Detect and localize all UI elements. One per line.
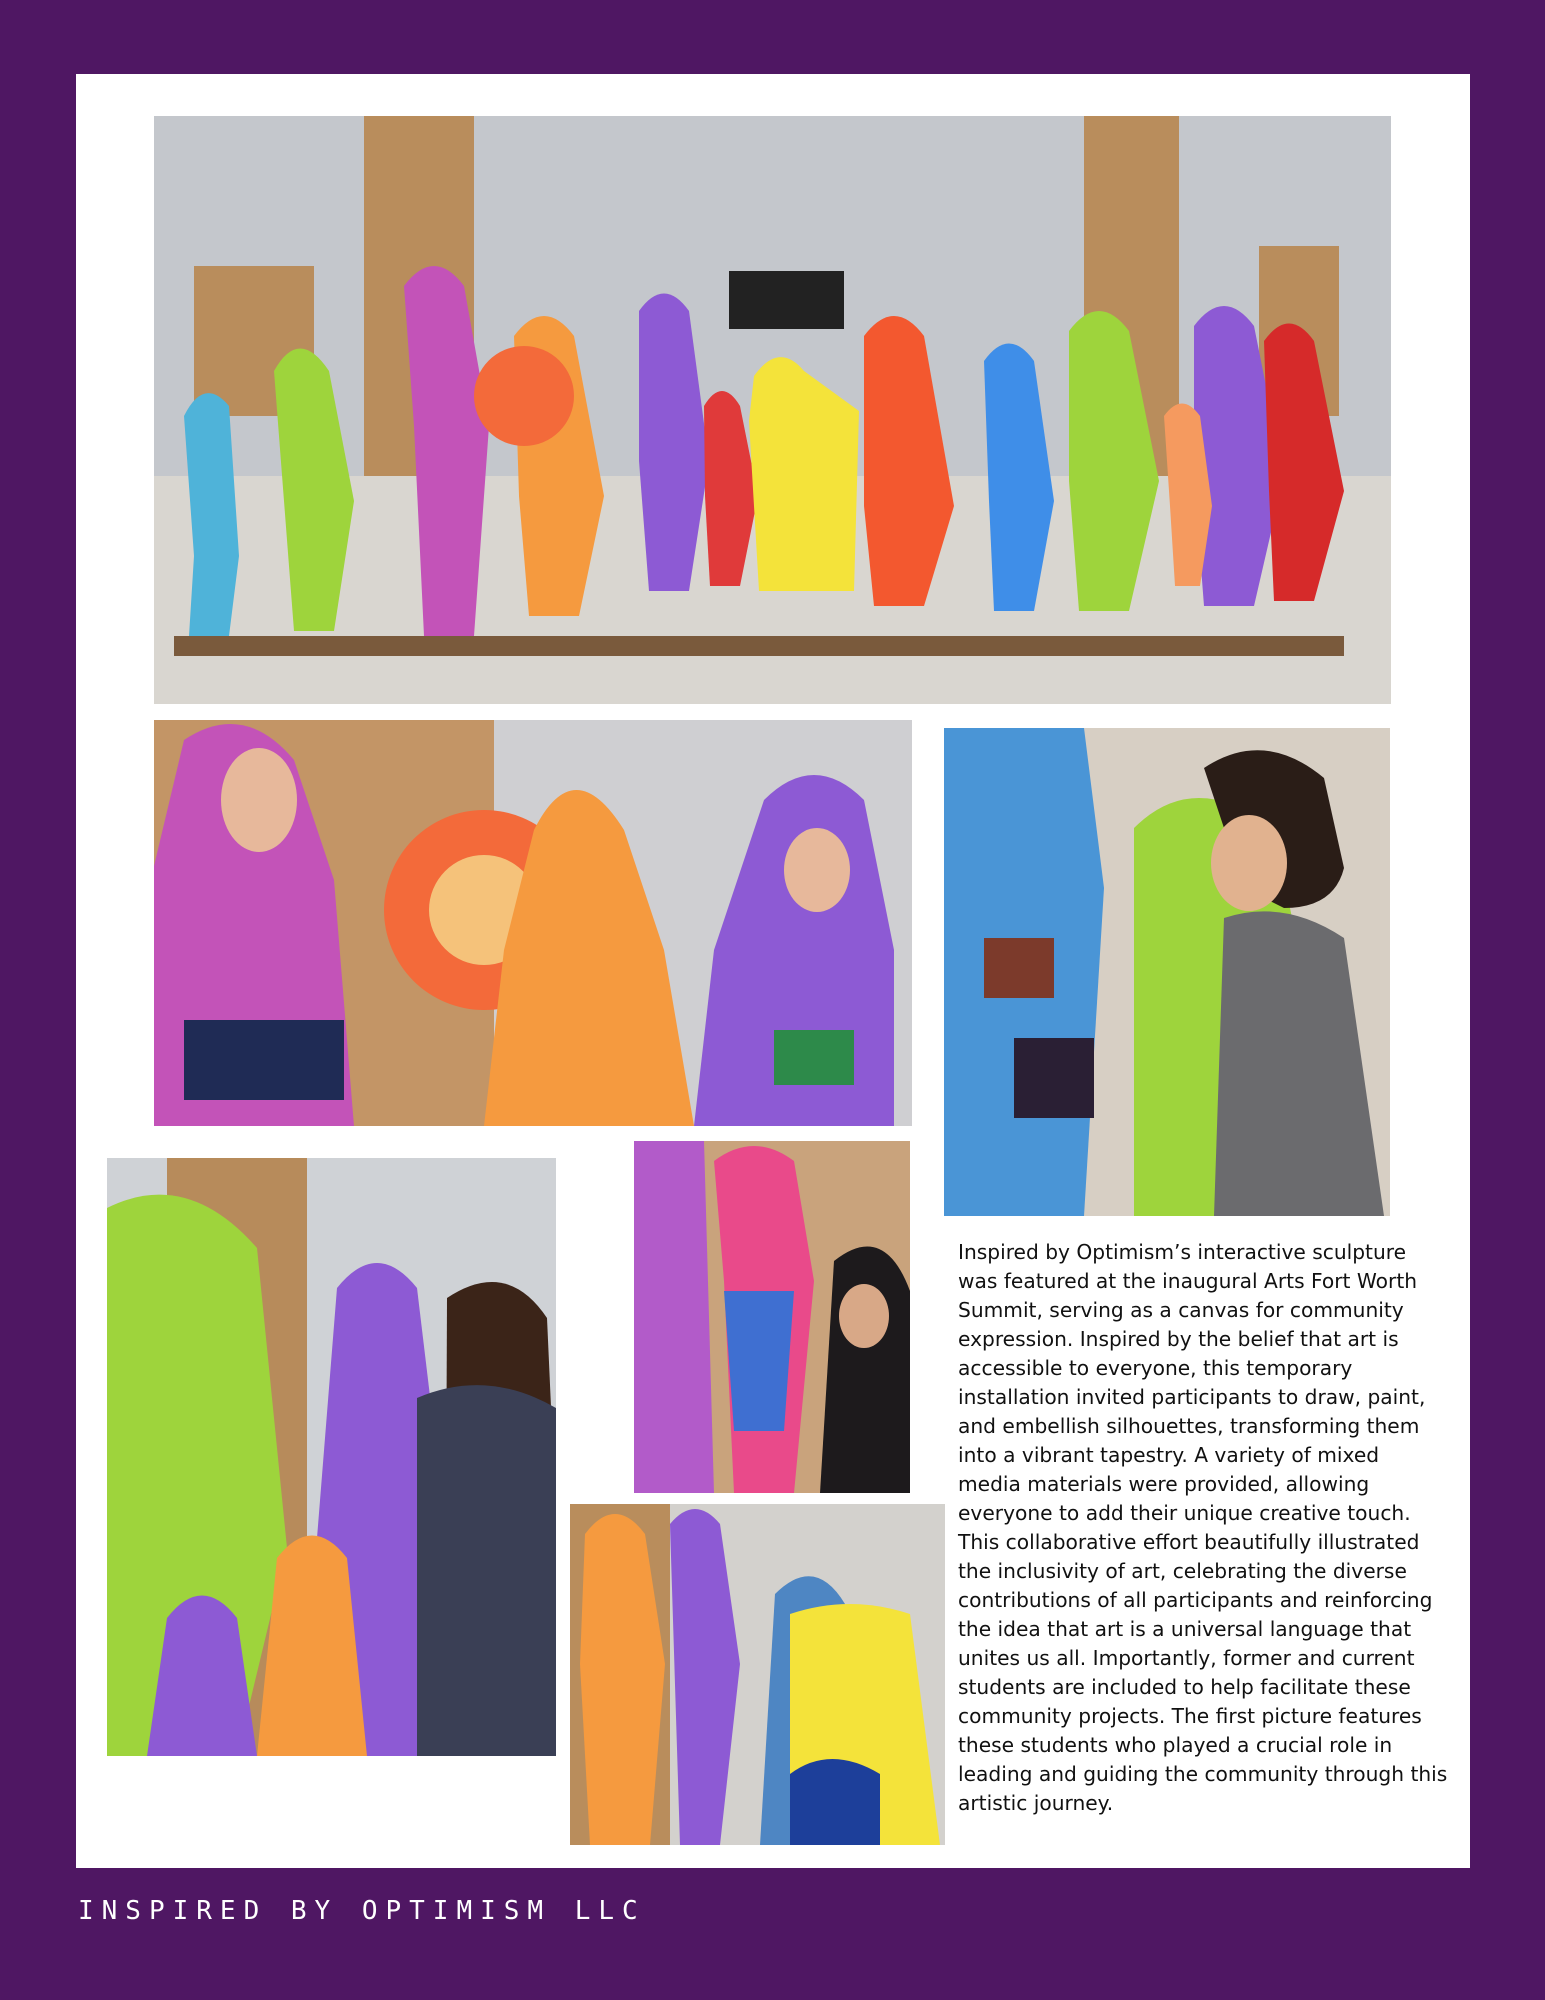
photo-face-cutouts — [154, 720, 912, 1126]
photo-orange-silhouette — [570, 1504, 945, 1845]
photo-decorating-purple — [107, 1158, 556, 1756]
photo-painting-red — [634, 1141, 910, 1493]
photo-group-silhouettes — [154, 116, 1391, 704]
article-paragraph: Inspired by Optimism’s interactive sculpture was featured at the inaugural Arts Fort Worth Summit, serving as a canvas for community expression. Inspired by the belief that art is accessible to everyone, this temporary installation invited participants to draw, paint, and embellish silhouettes, transforming them into a vibrant tapestry. A variety of mixed media materials were provided, allowing everyone to add their unique creative touch. This collaborative effort beautifully illustrated the inclusivity of art, celebrating the diverse contributions of all participants and reinforcing the idea that art is a universal language that unites us all. Importantly, former and current students are included to help facilitate these community projects. The first picture features these students who played a crucial role in leading and guiding the community through this artistic journey. — [958, 1240, 1448, 1815]
photo-artist-painting — [944, 728, 1390, 1216]
footer-brand: INSPIRED BY OPTIMISM LLC — [78, 1896, 646, 1926]
